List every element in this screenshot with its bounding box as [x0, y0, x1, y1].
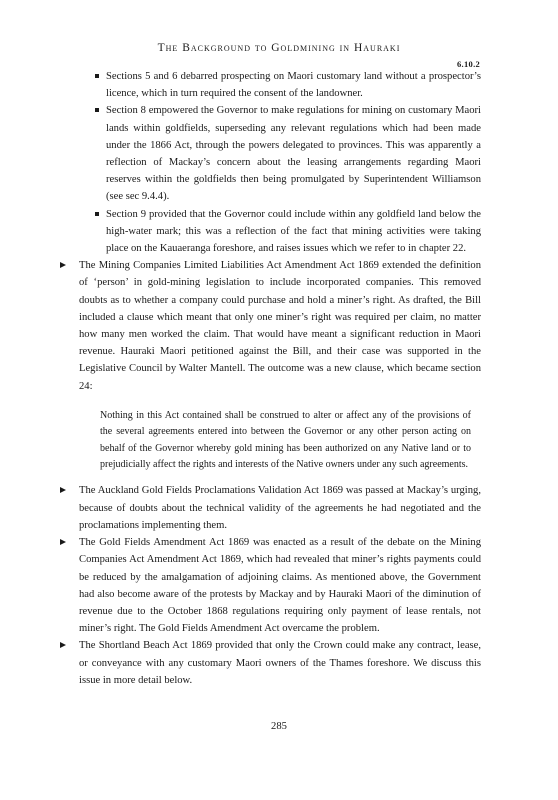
main-bullet-text: The Shortland Beach Act 1869 provided that only the Crown could make any contract, lease, or conveyance with any customary Maori owners of the Thames foreshore. We discuss this issue in more detail below.	[79, 640, 481, 686]
list-item	[79, 206, 481, 258]
triangle-bullet-icon	[60, 262, 66, 268]
running-head: The Background to Goldmining in Hauraki	[157, 42, 401, 54]
list-item	[79, 637, 481, 689]
square-bullet-icon	[95, 108, 99, 112]
sub-bullet-text: Sections 5 and 6 debarred prospecting on Maori customary land without a prospector’s licence, which in turn required the consent of the landowner.	[106, 71, 481, 100]
body-text	[79, 68, 481, 689]
section-number: 6.10.2	[457, 59, 481, 69]
list-item	[79, 68, 481, 102]
square-bullet-icon	[95, 74, 99, 78]
block-quote: Nothing in this Act contained shall be construed to alter or affect any of the provisions of the several agreements entered into between the Governor or any other person acting on behalf of the Governor whereby gold mining has been authorized on any Native land or to prejudicially affect the rights and interests of the Native owners under any such agreements.	[100, 409, 471, 471]
list-item	[79, 482, 481, 534]
sub-bullet-text: Section 9 provided that the Governor could include within any goldfield land below the high-water mark; this was a reflection of the fact that mining activities were taking place on the Kauaeranga foreshore, and raises issues which we refer to in chapter 22.	[106, 208, 481, 255]
list-item	[79, 534, 481, 637]
list-item	[79, 102, 481, 205]
list-item	[79, 257, 481, 395]
triangle-bullet-icon	[60, 487, 66, 493]
main-bullet-text: The Gold Fields Amendment Act 1869 was enacted as a result of the debate on the Mining Companies Act Amendment Act 1869, which had revealed that miner’s rights payments could be reduced by the amalgamation of adjoining claims. As mentioned above, the Government had also become aware of the protests by Mackay and by Hauraki Maori of the diminution of revenue due to the October 1868 regulations requiring only payment of lease rentals, not miner’s right. The Gold Fields Amendment Act overcame the problem.	[79, 537, 481, 635]
sub-bullet-text: Section 8 empowered the Governor to make regulations for mining on customary Maori lands within goldfields, superseding any relevant regulations which had been made under the 1866 Act, through the powers delegated to provinces. This was apparently a reflection of Mackay’s concern about the leasing arrangements regarding Maori reserves within the goldfields then being promulgated by Superintendent Williamson (see sec 9.4.4).	[106, 105, 481, 203]
triangle-bullet-icon	[60, 642, 66, 648]
square-bullet-icon	[95, 212, 99, 216]
main-bullet-text: The Auckland Gold Fields Proclamations Validation Act 1869 was passed at Mackay’s urging, because of doubts about the technical validity of the agreements he had negotiated and the proclamations implementing them.	[79, 485, 481, 531]
triangle-bullet-icon	[60, 539, 66, 545]
main-bullet-text: The Mining Companies Limited Liabilities Act Amendment Act 1869 extended the definition of ‘person’ in gold-mining legislation to include incorporated companies. This removed doubts as to whether a company could purchase and hold a miner’s right. As drafted, the Bill included a clause which meant that only one miner’s right was required per claim, no matter how many men worked the claim. That would have meant a significant reduction in Maori revenue. Hauraki Maori petitioned against the Bill, and their case was supported in the Legislative Council by Walter Mantell. The outcome was a new clause, which became section 24:	[79, 260, 481, 392]
page-number: 285	[271, 721, 287, 732]
